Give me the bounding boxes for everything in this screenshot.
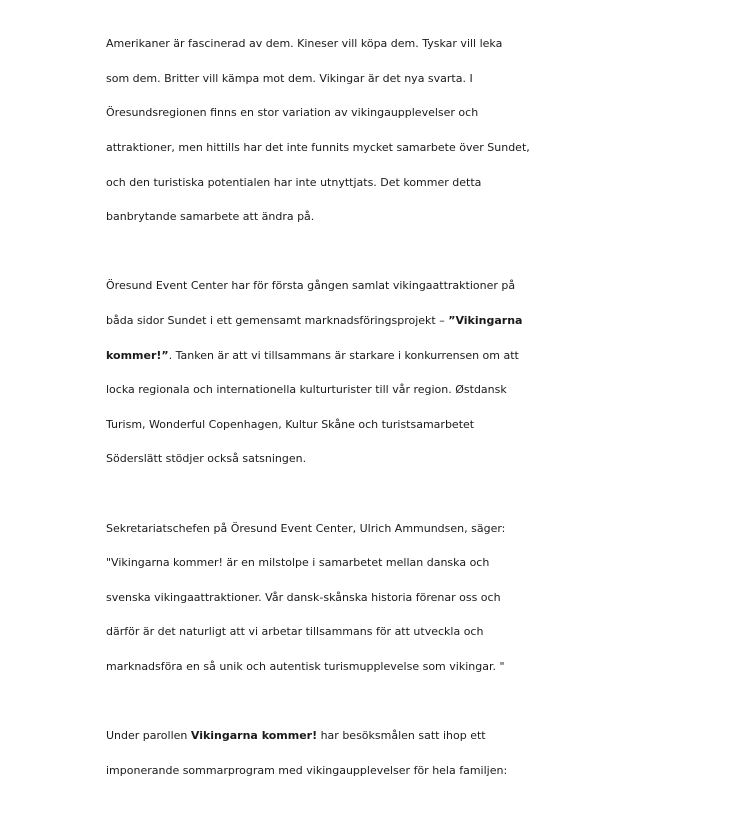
text-line: Söderslätt stödjer också satsningen. <box>106 452 307 466</box>
text-line: som dem. Britter vill kämpa mot dem. Vikingar är det nya svarta. I <box>106 71 473 85</box>
text-line: attraktioner, men hittills har det inte funnits mycket samarbete över Sundet, <box>106 141 530 155</box>
paragraph-intro <box>106 18 530 243</box>
text-segment: båda sidor Sundet i ett gemensamt marknadsföringsprojekt – <box>106 314 449 328</box>
text-line: Öresundsregionen finns en stor variation av vikingaupplevelser och <box>106 106 479 120</box>
text-segment: . Tanken är att vi tillsammans är starkare i konkurrensen om att <box>168 348 519 362</box>
text-line <box>106 347 519 364</box>
text-line: Turism, Wonderful Copenhagen, Kultur Skåne och turistsamarbetet <box>106 417 475 431</box>
text-segment: har besöksmålen satt ihop ett <box>317 729 486 743</box>
text-segment: Under parollen <box>106 729 191 743</box>
bold-project-name: kommer!” <box>106 348 169 362</box>
bold-project-name: ”Vikingarna <box>448 314 523 328</box>
paragraph-program <box>106 710 506 796</box>
text-line: banbrytande samarbete att ändra på. <box>106 210 315 224</box>
text-line: Sekretariatschefen på Öresund Event Center, Ulrich Ammundsen, säger: <box>106 521 506 535</box>
text-line: locka regionala och internationella kulturturister till vår region. Østdansk <box>106 383 507 397</box>
text-line: "Vikingarna kommer! är en milstolpe i samarbetet mellan danska och <box>106 556 490 570</box>
text-line <box>106 312 523 329</box>
text-line <box>106 727 506 744</box>
text-line: svenska vikingaattraktioner. Vår dansk-skånska historia förenar oss och <box>106 590 501 604</box>
paragraph-project <box>106 260 523 485</box>
paragraph-quote <box>106 502 506 692</box>
text-line: marknadsföra en så unik och autentisk turismupplevelse som vikingar. " <box>106 659 505 673</box>
text-line: Öresund Event Center har för första gången samlat vikingaattraktioner på <box>106 279 516 293</box>
document-body <box>106 18 530 814</box>
text-line: imponerande sommarprogram med vikingaupplevelser för hela familjen: <box>106 763 508 777</box>
text-line: Amerikaner är fascinerad av dem. Kineser vill köpa dem. Tyskar vill leka <box>106 37 503 51</box>
bold-project-name: Vikingarna kommer! <box>190 729 318 743</box>
text-line: därför är det naturligt att vi arbetar tillsammans för att utveckla och <box>106 625 484 639</box>
text-line: och den turistiska potentialen har inte utnyttjats. Det kommer detta <box>106 175 482 189</box>
